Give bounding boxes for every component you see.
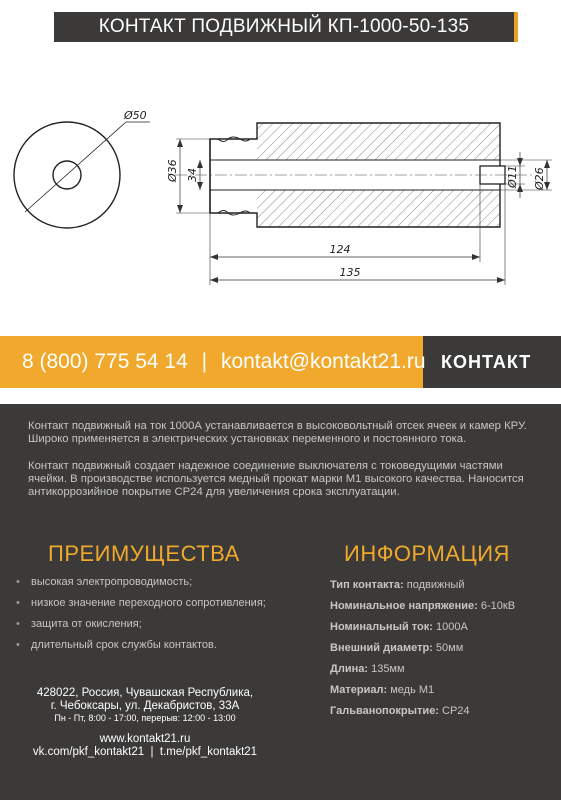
info-value: СР24 bbox=[442, 705, 470, 717]
info-value: медь М1 bbox=[390, 684, 435, 696]
info-row-type bbox=[330, 578, 515, 599]
dim-26-label: Ø26 bbox=[533, 167, 546, 190]
logo-text: КОНТАКТ bbox=[441, 352, 532, 372]
working-hours: Пн - Пт, 8:00 - 17:00, перерыв: 12:00 - 13:00 bbox=[54, 713, 236, 723]
info-label: Номинальное напряжение: bbox=[330, 600, 478, 612]
address-line-2: г. Чебоксары, ул. Декабристов, 33А bbox=[50, 700, 240, 712]
info-heading: ИНФОРМАЦИЯ bbox=[344, 541, 510, 566]
social-links[interactable]: vk.com/pkf_kontakt21 | t.me/pkf_kontakt21 bbox=[32, 746, 258, 758]
info-label: Номинальный ток: bbox=[330, 621, 433, 633]
info-value: 50мм bbox=[435, 642, 464, 654]
info-row-plating bbox=[330, 704, 515, 725]
advantage-text: длительный срок службы контактов. bbox=[31, 639, 217, 651]
list-item bbox=[16, 575, 266, 596]
info-list bbox=[330, 578, 515, 725]
info-label: Внешний диаметр: bbox=[330, 642, 433, 654]
info-value: подвижный bbox=[406, 579, 465, 591]
contact-separator: | bbox=[201, 350, 208, 373]
info-label: Тип контакта: bbox=[330, 579, 404, 591]
description-paragraph-1: Контакт подвижный на ток 1000А устанавливается в высоковольтный отсек ячеек и камер КРУ. Широко применяется в электрических установках переменного и постоянного тока. bbox=[28, 420, 527, 445]
advantage-text: высокая электропроводимость; bbox=[31, 576, 193, 588]
technical-drawing bbox=[0, 60, 561, 330]
info-row-material bbox=[330, 683, 515, 704]
bullet-icon: • bbox=[16, 618, 20, 630]
list-item bbox=[16, 638, 266, 659]
dim-34-label: 34 bbox=[186, 168, 199, 182]
brand-logo bbox=[441, 336, 531, 388]
bullet-icon: • bbox=[16, 597, 20, 609]
info-label: Материал: bbox=[330, 684, 388, 696]
info-row-voltage bbox=[330, 599, 515, 620]
info-value: 6-10кВ bbox=[480, 600, 516, 612]
website-link[interactable]: www.kontakt21.ru bbox=[99, 733, 191, 745]
side-section bbox=[166, 123, 552, 285]
info-row-current bbox=[330, 620, 515, 641]
advantage-text: низкое значение переходного сопротивления; bbox=[31, 597, 266, 609]
address-line-1: 428022, Россия, Чувашская Республика, bbox=[36, 687, 254, 699]
title-bar bbox=[54, 12, 518, 42]
advantages-list bbox=[16, 575, 266, 659]
email-link[interactable]: kontakt@kontakt21.ru bbox=[220, 350, 426, 373]
info-row-length bbox=[330, 662, 515, 683]
bullet-icon: • bbox=[16, 639, 20, 651]
dim-124-label: 124 bbox=[329, 243, 351, 256]
page-title: КОНТАКТ ПОДВИЖНЫЙ КП-1000-50-135 bbox=[98, 16, 470, 37]
list-item bbox=[16, 617, 266, 638]
contact-bar bbox=[0, 336, 561, 388]
info-row-diameter bbox=[330, 641, 515, 662]
info-value: 135мм bbox=[371, 663, 405, 675]
dim-outer-dia-label: Ø50 bbox=[124, 109, 147, 122]
advantage-text: защита от окисления; bbox=[31, 618, 142, 630]
contact-line bbox=[22, 336, 426, 388]
phone-number[interactable]: 8 (800) 775 54 14 bbox=[22, 350, 188, 373]
list-item bbox=[16, 596, 266, 617]
info-value: 1000А bbox=[435, 621, 468, 633]
contact-highlight bbox=[0, 336, 426, 388]
advantages-heading: ПРЕИМУЩЕСТВА bbox=[48, 541, 240, 566]
dim-11-label: Ø11 bbox=[506, 165, 519, 188]
info-label: Гальванопокрытие: bbox=[330, 705, 439, 717]
bullet-icon: • bbox=[16, 576, 20, 588]
info-label: Длина: bbox=[330, 663, 369, 675]
dim-135-label: 135 bbox=[339, 266, 361, 279]
description-paragraph-2: Контакт подвижный создает надежное соединение выключателя с токоведущими частями ячейки. В производстве используется медный прокат марки М1 высокого качества. Наносится антикоррозийное покрытие СР24 для увеличения срока эксплуатации. bbox=[28, 460, 524, 498]
end-view bbox=[14, 109, 150, 228]
dim-36-label: Ø36 bbox=[166, 159, 179, 182]
